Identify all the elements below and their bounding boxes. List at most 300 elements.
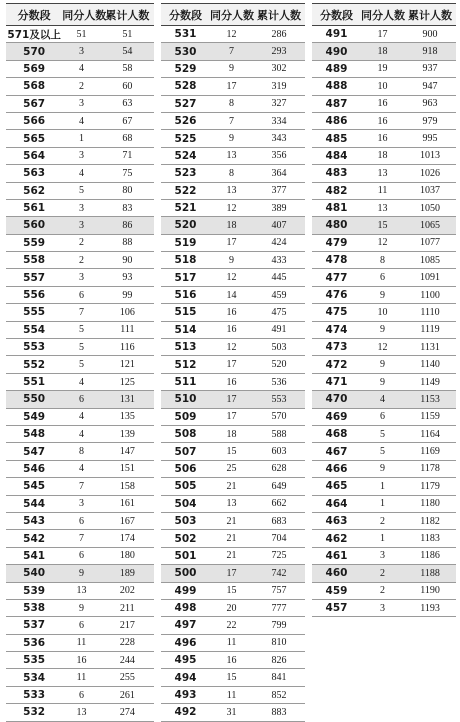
same-score-count-cell: 4: [78, 428, 84, 440]
score-cell: 514: [174, 323, 197, 336]
table-row: [6, 304, 154, 321]
cumulative-count-cell: 60: [122, 80, 133, 92]
same-score-count-cell: 3: [78, 219, 84, 231]
table-row: [312, 113, 456, 130]
score-cell: 460: [325, 567, 348, 580]
cumulative-count-cell: 68: [122, 133, 133, 145]
score-cell: 561: [23, 202, 46, 215]
cumulative-count-cell: 67: [122, 115, 133, 127]
table-row: [6, 339, 154, 356]
score-cell: 474: [325, 323, 348, 336]
cumulative-count-cell: 293: [271, 46, 287, 58]
table-row: [161, 130, 305, 147]
score-cell: 487: [325, 97, 348, 110]
cumulative-count-cell: 135: [119, 411, 135, 423]
table-row: [6, 426, 154, 443]
cumulative-count-cell: 167: [119, 515, 135, 527]
table-row: [312, 548, 456, 565]
score-cell: 548: [23, 428, 46, 441]
cumulative-count-cell: 1100: [420, 289, 440, 301]
same-score-count-cell: 17: [226, 393, 237, 405]
same-score-count-cell: 9: [380, 289, 386, 301]
score-cell: 544: [23, 497, 46, 510]
same-score-count-cell: 6: [78, 393, 84, 405]
same-score-count-cell: 1: [380, 533, 386, 545]
same-score-count-cell: 6: [380, 272, 386, 284]
table-row: [6, 443, 154, 460]
table-row: [161, 600, 305, 617]
score-cell: 481: [325, 202, 348, 215]
cumulative-count-cell: 1131: [420, 341, 440, 353]
table-row: [6, 687, 154, 704]
table-row: [161, 652, 305, 669]
table-row: [6, 235, 154, 252]
score-cell: 549: [23, 410, 46, 423]
cumulative-count-cell: 93: [122, 272, 133, 284]
table-row: [6, 391, 154, 408]
same-score-count-cell: 18: [377, 46, 388, 58]
cumulative-count-cell: 757: [271, 585, 287, 597]
cumulative-count-cell: 286: [271, 28, 287, 40]
same-score-count-cell: 16: [377, 133, 388, 145]
same-score-count-cell: 2: [380, 515, 386, 527]
score-cell: 463: [325, 515, 348, 528]
same-score-count-cell: 10: [377, 80, 388, 92]
same-score-count-cell: 13: [76, 706, 87, 718]
same-score-count-cell: 9: [380, 376, 386, 388]
score-cell: 475: [325, 306, 348, 319]
score-cell: 480: [325, 219, 348, 232]
same-score-count-cell: 12: [226, 202, 237, 214]
same-score-count-cell: 6: [380, 411, 386, 423]
same-score-count-cell: 7: [78, 480, 84, 492]
same-score-count-cell: 15: [226, 672, 237, 684]
cumulative-count-cell: 1178: [420, 463, 440, 475]
table-row: [312, 374, 456, 391]
score-cell: 528: [174, 80, 197, 93]
table-row: [6, 704, 154, 721]
same-score-count-cell: 9: [78, 602, 84, 614]
score-cell: 554: [23, 323, 46, 336]
score-cell: 534: [23, 671, 46, 684]
table-row: [312, 600, 456, 617]
cumulative-count-cell: 364: [271, 167, 287, 179]
header-cumulative-count: 累计人数: [408, 8, 453, 22]
score-cell: 545: [23, 480, 46, 493]
table-row: [161, 200, 305, 217]
table-row: [312, 409, 456, 426]
score-cell: 507: [174, 445, 197, 458]
score-cell: 500: [174, 567, 197, 580]
same-score-count-cell: 12: [226, 341, 237, 353]
table-row: [312, 530, 456, 547]
table-row: [6, 96, 154, 113]
cumulative-count-cell: 217: [119, 619, 135, 631]
table-row: [6, 669, 154, 686]
cumulative-count-cell: 852: [271, 689, 287, 701]
same-score-count-cell: 3: [78, 150, 84, 162]
score-cell: 563: [23, 167, 46, 180]
score-cell: 571及以上: [7, 28, 61, 41]
score-cell: 466: [325, 462, 348, 475]
score-cell: 469: [325, 410, 348, 423]
table-row: [6, 200, 154, 217]
same-score-count-cell: 18: [226, 219, 237, 231]
table-row: [312, 183, 456, 200]
same-score-count-cell: 7: [229, 115, 235, 127]
score-cell: 476: [325, 289, 348, 302]
score-cell: 497: [174, 619, 197, 632]
table-row: [312, 443, 456, 460]
cumulative-count-cell: 459: [271, 289, 287, 301]
cumulative-count-cell: 1193: [420, 602, 440, 614]
cumulative-count-cell: 570: [271, 411, 287, 423]
cumulative-count-cell: 475: [271, 306, 287, 318]
cumulative-count-cell: 799: [271, 619, 287, 631]
score-cell: 533: [23, 689, 46, 702]
cumulative-count-cell: 995: [422, 133, 438, 145]
cumulative-count-cell: 649: [271, 480, 287, 492]
table-row: [161, 43, 305, 60]
score-cell: 486: [325, 115, 348, 128]
cumulative-count-cell: 116: [120, 341, 135, 353]
cumulative-count-cell: 121: [119, 359, 135, 371]
score-cell: 496: [174, 636, 197, 649]
same-score-count-cell: 9: [229, 133, 235, 145]
table-row: [6, 530, 154, 547]
table-row: [312, 583, 456, 600]
same-score-count-cell: 17: [226, 567, 237, 579]
score-cell: 562: [23, 184, 46, 197]
same-score-count-cell: 21: [226, 515, 237, 527]
cumulative-count-cell: 1140: [420, 359, 440, 371]
cumulative-count-cell: 963: [422, 98, 438, 110]
table-row: [161, 165, 305, 182]
score-cell: 553: [23, 341, 46, 354]
table-row: [6, 583, 154, 600]
cumulative-count-cell: 1077: [420, 237, 441, 249]
table-row: [6, 461, 154, 478]
cumulative-count-cell: 58: [122, 63, 133, 75]
score-cell: 524: [174, 149, 197, 162]
table-row: [6, 600, 154, 617]
table-row: [161, 548, 305, 565]
score-table-1: [6, 3, 154, 722]
table-row: [6, 652, 154, 669]
score-cell: 542: [23, 532, 46, 545]
cumulative-count-cell: 80: [122, 185, 133, 197]
same-score-count-cell: 13: [377, 202, 388, 214]
cumulative-count-cell: 389: [271, 202, 287, 214]
table-row: [161, 26, 305, 43]
same-score-count-cell: 11: [377, 185, 388, 197]
table-row: [6, 478, 154, 495]
score-cell: 537: [23, 619, 46, 632]
cumulative-count-cell: 1169: [420, 446, 440, 458]
same-score-count-cell: 11: [76, 637, 87, 649]
table-row: [312, 391, 456, 408]
table-row: [161, 235, 305, 252]
cumulative-count-cell: 445: [271, 272, 287, 284]
score-cell: 529: [174, 62, 197, 75]
cumulative-count-cell: 147: [119, 446, 135, 458]
table-row: [161, 61, 305, 78]
cumulative-count-cell: 810: [271, 637, 287, 649]
table-row: [6, 148, 154, 165]
table-row: [6, 269, 154, 286]
score-cell: 464: [325, 497, 348, 510]
cumulative-count-cell: 86: [122, 219, 133, 231]
same-score-count-cell: 16: [377, 115, 388, 127]
score-cell: 516: [174, 289, 197, 302]
score-cell: 518: [174, 254, 197, 267]
table-row: [312, 565, 456, 582]
score-table-3: [312, 3, 456, 617]
same-score-count-cell: 19: [377, 63, 388, 75]
same-score-count-cell: 3: [380, 602, 386, 614]
cumulative-count-cell: 334: [271, 115, 287, 127]
cumulative-count-cell: 826: [271, 654, 287, 666]
same-score-count-cell: 7: [78, 306, 84, 318]
same-score-count-cell: 1: [78, 133, 84, 145]
table-row: [312, 496, 456, 513]
header-same-score-count: 同分人数: [62, 8, 107, 22]
table-row: [6, 113, 154, 130]
score-cell: 490: [325, 45, 348, 58]
cumulative-count-cell: 979: [422, 115, 438, 127]
header-score-range: 分数段: [319, 8, 353, 22]
table-row: [312, 513, 456, 530]
score-cell: 567: [23, 97, 46, 110]
cumulative-count-cell: 1190: [420, 585, 440, 597]
cumulative-count-cell: 1183: [420, 533, 440, 545]
cumulative-count-cell: 174: [119, 533, 135, 545]
score-cell: 560: [23, 219, 46, 232]
same-score-count-cell: 12: [377, 341, 388, 353]
score-cell: 566: [23, 115, 46, 128]
score-cell: 546: [23, 462, 46, 475]
cumulative-count-cell: 1037: [420, 185, 441, 197]
table-row: [312, 78, 456, 95]
table-row: [161, 617, 305, 634]
cumulative-count-cell: 131: [119, 393, 135, 405]
cumulative-count-cell: 90: [122, 254, 133, 266]
table-row: [312, 304, 456, 321]
score-cell: 467: [325, 445, 348, 458]
score-cell: 527: [174, 97, 197, 110]
score-cell: 501: [174, 549, 197, 562]
cumulative-count-cell: 327: [271, 98, 287, 110]
score-cell: 570: [23, 45, 46, 58]
score-cell: 492: [174, 706, 197, 719]
same-score-count-cell: 9: [229, 63, 235, 75]
table-row: [312, 322, 456, 339]
score-cell: 535: [23, 654, 46, 667]
table-row: [161, 530, 305, 547]
table-row: [161, 583, 305, 600]
score-cell: 493: [174, 689, 197, 702]
same-score-count-cell: 6: [78, 689, 84, 701]
cumulative-count-cell: 1149: [420, 376, 440, 388]
score-cell: 505: [174, 480, 197, 493]
score-cell: 523: [174, 167, 197, 180]
score-cell: 541: [23, 549, 46, 562]
score-cell: 532: [23, 706, 46, 719]
same-score-count-cell: 8: [229, 98, 235, 110]
table-header: [312, 3, 456, 26]
same-score-count-cell: 17: [377, 28, 388, 40]
same-score-count-cell: 4: [380, 393, 386, 405]
same-score-count-cell: 25: [226, 463, 237, 475]
cumulative-count-cell: 536: [271, 376, 287, 388]
header-same-score-count: 同分人数: [209, 8, 254, 22]
table-row: [161, 461, 305, 478]
same-score-count-cell: 9: [78, 567, 84, 579]
score-cell: 479: [325, 236, 348, 249]
cumulative-count-cell: 1179: [420, 480, 440, 492]
score-cell: 470: [325, 393, 348, 406]
same-score-count-cell: 31: [226, 706, 237, 718]
same-score-count-cell: 15: [226, 446, 237, 458]
table-row: [161, 513, 305, 530]
cumulative-count-cell: 356: [271, 150, 287, 162]
score-cell: 513: [174, 341, 197, 354]
score-cell: 552: [23, 358, 46, 371]
cumulative-count-cell: 255: [119, 672, 135, 684]
same-score-count-cell: 9: [380, 463, 386, 475]
same-score-count-cell: 16: [226, 376, 237, 388]
table-row: [6, 78, 154, 95]
same-score-count-cell: 6: [78, 619, 84, 631]
table-row: [6, 217, 154, 234]
score-cell: 515: [174, 306, 197, 319]
score-cell: 483: [325, 167, 348, 180]
same-score-count-cell: 17: [226, 237, 237, 249]
table-row: [161, 409, 305, 426]
same-score-count-cell: 2: [78, 254, 84, 266]
cumulative-count-cell: 777: [271, 602, 287, 614]
cumulative-count-cell: 683: [271, 515, 287, 527]
cumulative-count-cell: 553: [271, 393, 287, 405]
table-row: [161, 96, 305, 113]
same-score-count-cell: 2: [380, 567, 386, 579]
same-score-count-cell: 2: [78, 237, 84, 249]
cumulative-count-cell: 63: [122, 98, 133, 110]
same-score-count-cell: 21: [226, 480, 237, 492]
cumulative-count-cell: 161: [119, 498, 135, 510]
table-row: [6, 548, 154, 565]
cumulative-count-cell: 88: [122, 237, 133, 249]
score-cell: 540: [23, 567, 46, 580]
same-score-count-cell: 12: [377, 237, 388, 249]
table-row: [6, 130, 154, 147]
score-cell: 499: [174, 584, 197, 597]
score-cell: 521: [174, 202, 197, 215]
cumulative-count-cell: 319: [271, 80, 287, 92]
table-row: [6, 513, 154, 530]
cumulative-count-cell: 180: [119, 550, 135, 562]
cumulative-count-cell: 158: [119, 480, 135, 492]
same-score-count-cell: 15: [377, 219, 388, 231]
same-score-count-cell: 3: [78, 272, 84, 284]
cumulative-count-cell: 1188: [420, 567, 440, 579]
score-cell: 522: [174, 184, 197, 197]
score-cell: 461: [325, 549, 348, 562]
cumulative-count-cell: 947: [422, 80, 438, 92]
cumulative-count-cell: 99: [122, 289, 133, 301]
table-row: [161, 217, 305, 234]
same-score-count-cell: 6: [78, 515, 84, 527]
cumulative-count-cell: 937: [422, 63, 438, 75]
same-score-count-cell: 7: [78, 533, 84, 545]
header-score-range: 分数段: [168, 8, 202, 22]
score-cell: 462: [325, 532, 348, 545]
table-row: [161, 269, 305, 286]
cumulative-count-cell: 189: [119, 567, 135, 579]
table-row: [161, 339, 305, 356]
table-row: [161, 635, 305, 652]
same-score-count-cell: 5: [78, 341, 84, 353]
table-row: [6, 43, 154, 60]
cumulative-count-cell: 491: [271, 324, 287, 336]
same-score-count-cell: 11: [226, 689, 237, 701]
same-score-count-cell: 16: [76, 654, 87, 666]
table-row: [312, 148, 456, 165]
cumulative-count-cell: 742: [271, 567, 287, 579]
cumulative-count-cell: 1026: [420, 167, 441, 179]
same-score-count-cell: 21: [226, 550, 237, 562]
cumulative-count-cell: 918: [422, 46, 438, 58]
same-score-count-cell: 5: [78, 185, 84, 197]
table-row: [161, 426, 305, 443]
table-row: [312, 235, 456, 252]
cumulative-count-cell: 1164: [420, 428, 440, 440]
cumulative-count-cell: 900: [422, 28, 438, 40]
same-score-count-cell: 13: [226, 150, 237, 162]
same-score-count-cell: 16: [377, 98, 388, 110]
same-score-count-cell: 9: [229, 254, 235, 266]
table-row: [6, 409, 154, 426]
cumulative-count-cell: 302: [271, 63, 287, 75]
cumulative-count-cell: 704: [271, 533, 287, 545]
score-cell: 465: [325, 480, 348, 493]
table-row: [6, 565, 154, 582]
cumulative-count-cell: 228: [119, 637, 135, 649]
score-cell: 491: [325, 28, 348, 41]
cumulative-count-cell: 1119: [420, 324, 440, 336]
cumulative-count-cell: 628: [271, 463, 287, 475]
cumulative-count-cell: 407: [271, 219, 287, 231]
table-row: [312, 461, 456, 478]
cumulative-count-cell: 662: [271, 498, 287, 510]
table-row: [6, 374, 154, 391]
score-cell: 564: [23, 149, 46, 162]
score-cell: 512: [174, 358, 197, 371]
score-cell: 506: [174, 462, 197, 475]
table-row: [161, 304, 305, 321]
table-row: [6, 61, 154, 78]
score-cell: 508: [174, 428, 197, 441]
table-row: [161, 322, 305, 339]
cumulative-count-cell: 71: [122, 150, 133, 162]
same-score-count-cell: 11: [226, 637, 237, 649]
score-cell: 555: [23, 306, 46, 319]
score-cell: 472: [325, 358, 348, 371]
same-score-count-cell: 5: [380, 428, 386, 440]
table-row: [6, 322, 154, 339]
score-cell: 482: [325, 184, 348, 197]
table-row: [161, 391, 305, 408]
